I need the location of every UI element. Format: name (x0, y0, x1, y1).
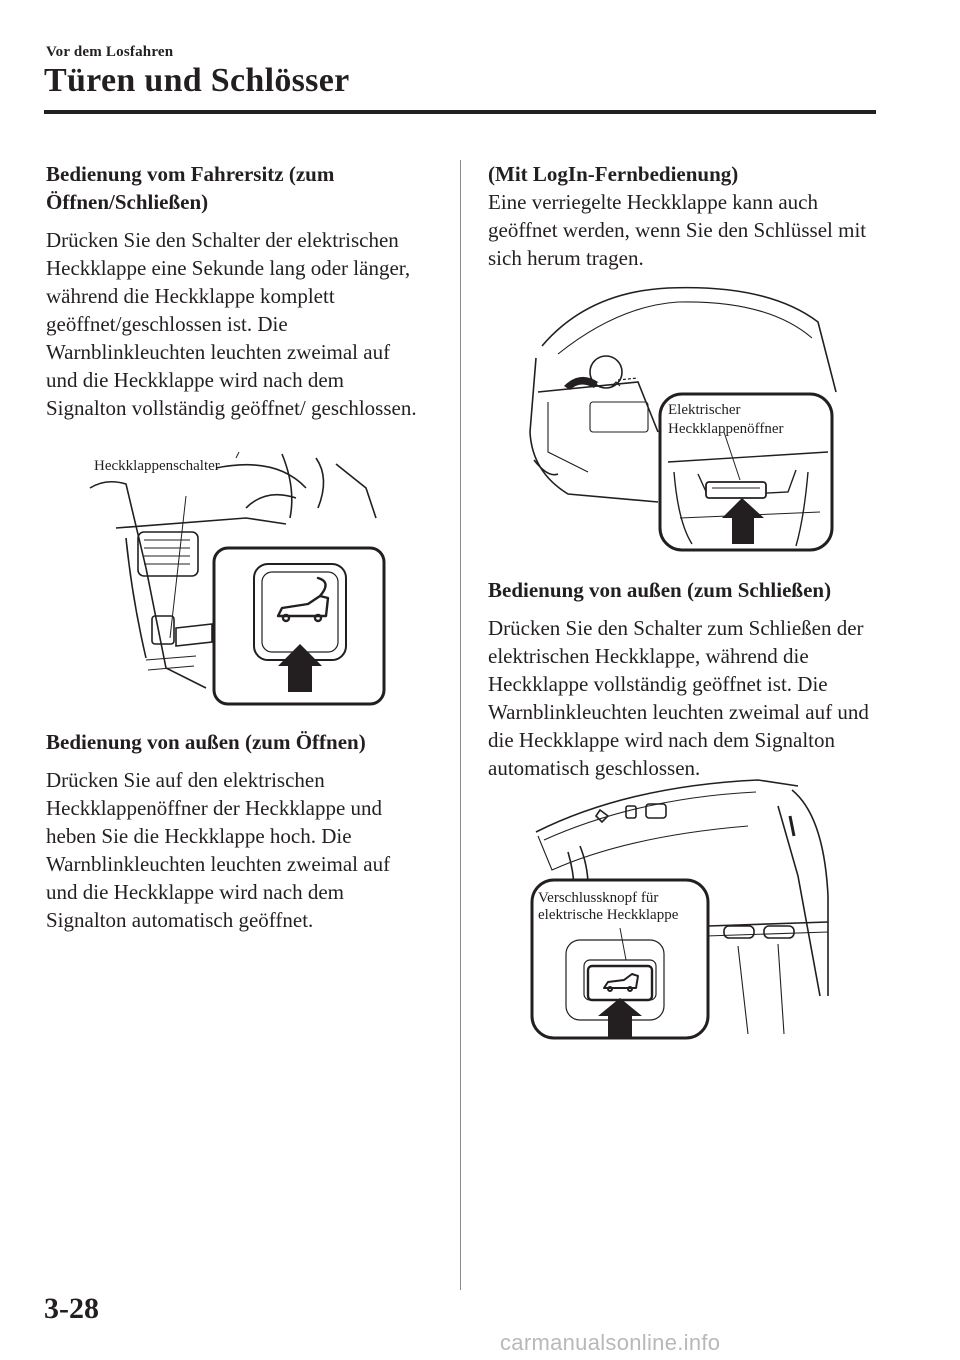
chapter-title: Türen und Schlösser (44, 62, 350, 99)
section-label: Vor dem Losfahren (46, 44, 174, 60)
page-number: 3-28 (44, 1292, 99, 1325)
left-block-outside-open (46, 728, 438, 934)
figure-liftgate-opener (528, 282, 840, 556)
heading-driver-seat: Bedienung vom Fahrersitz (zum Öffnen/Schließen) (46, 162, 335, 214)
heading-login: (Mit LogIn-Fernbedienung) (488, 162, 739, 186)
label-opener-line1: Elektrischer (668, 402, 741, 418)
figure-liftgate-close-button (528, 776, 840, 1042)
left-block-driver-seat (46, 160, 438, 422)
dashboard-illustration (86, 448, 386, 706)
body-login: Eine verriegelte Heckklappe kann auch geöffnet werden, wenn Sie den Schlüssel mit sich herum tragen. (488, 190, 867, 270)
right-block-login (488, 160, 880, 272)
right-block-outside-close (488, 576, 880, 782)
label-close-line1: Verschlussknopf für (538, 890, 659, 906)
body-driver-seat: Drücken Sie den Schalter der elektrischen Heckklappe eine Sekunde lang oder länger, während die Heckklappe komplett geöffnet/geschlossen ist. Die Warnblinkleuchten leuchten zweimal auf und die Heckklappe wird nach dem Signalton vollständig geöffnet/ geschlossen. (46, 228, 417, 420)
body-outside-close: Drücken Sie den Schalter zum Schließen der elektrischen Heckklappe, während die Heckklappe vollständig geöffnet ist. Die Warnblinkleuchten leuchten zweimal auf und die Heckklappe wird nach dem Signalton automatisch geschlossen. (488, 616, 869, 780)
label-close-line2: elektrische Heckklappe (538, 907, 679, 923)
heading-outside-close: Bedienung von außen (zum Schließen) (488, 578, 832, 602)
car-rear-illustration (528, 282, 840, 556)
title-rule (44, 110, 876, 114)
watermark: carmanualsonline.info (500, 1330, 721, 1355)
body-outside-open: Drücken Sie auf den elektrischen Heckklappenöffner der Heckklappe und heben Sie die Heckklappe hoch. Die Warnblinkleuchten leuchten zweimal auf und die Heckklappe wird nach dem Signalton automatisch geöffnet. (46, 768, 391, 932)
heading-outside-open: Bedienung von außen (zum Öffnen) (46, 730, 366, 754)
column-divider (460, 160, 461, 1290)
label-liftgate-switch: Heckklappenschalter (94, 458, 220, 474)
label-opener-line2: Heckklappenöffner (668, 421, 784, 437)
figure-liftgate-switch (86, 448, 386, 706)
